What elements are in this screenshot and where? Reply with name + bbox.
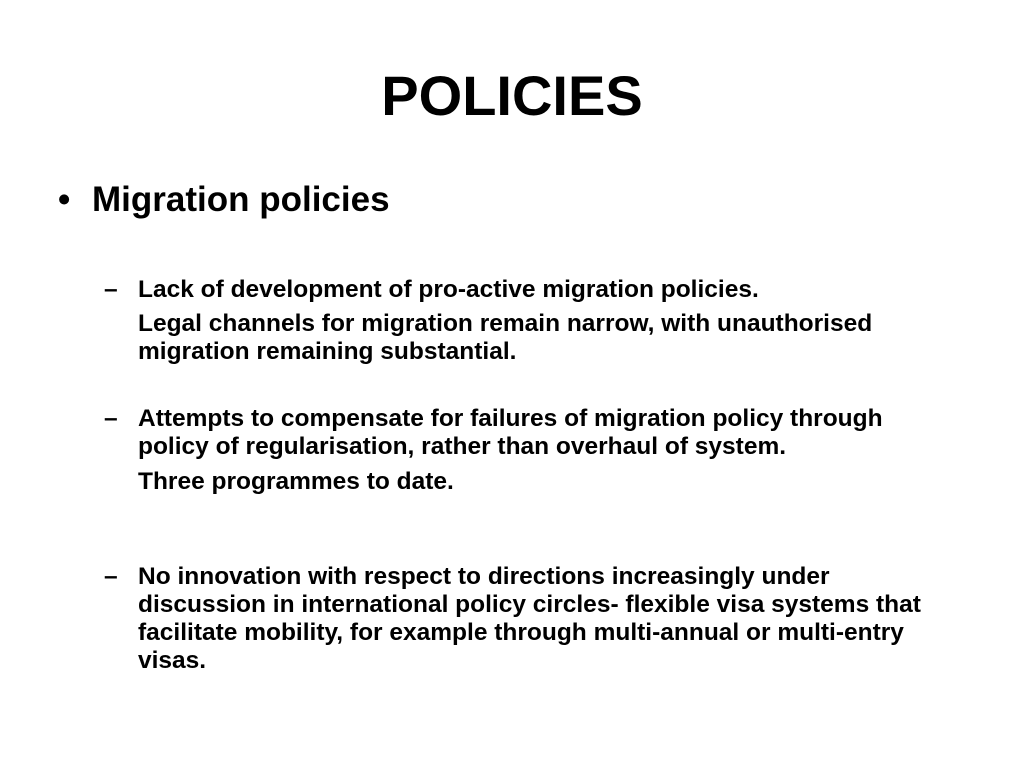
sub-item-1	[104, 276, 958, 366]
sub-item-3	[104, 563, 958, 675]
sub-item-note: Legal channels for migration remain narrow, with unauthorised migration remaining substantial.	[138, 310, 873, 365]
sub-item-note: Three programmes to date.	[138, 468, 454, 495]
dash-marker: –	[104, 276, 118, 303]
bullet-marker: •	[58, 180, 71, 219]
sub-item-2	[104, 405, 958, 496]
sub-item-text: Attempts to compensate for failures of migration policy through policy of regularisation, rather than overhaul of system.	[138, 405, 883, 460]
dash-marker: –	[104, 563, 118, 590]
main-bullet-text: Migration policies	[92, 180, 390, 219]
slide-title: POLICIES	[381, 64, 643, 127]
sub-item-text: No innovation with respect to directions increasingly under discussion in international policy circles- flexible visa systems that facilitate mobility, for example through multi-annual or multi-entry visas.	[138, 563, 921, 674]
sub-item-text: Lack of development of pro-active migration policies.	[138, 276, 759, 303]
dash-marker: –	[104, 405, 118, 432]
